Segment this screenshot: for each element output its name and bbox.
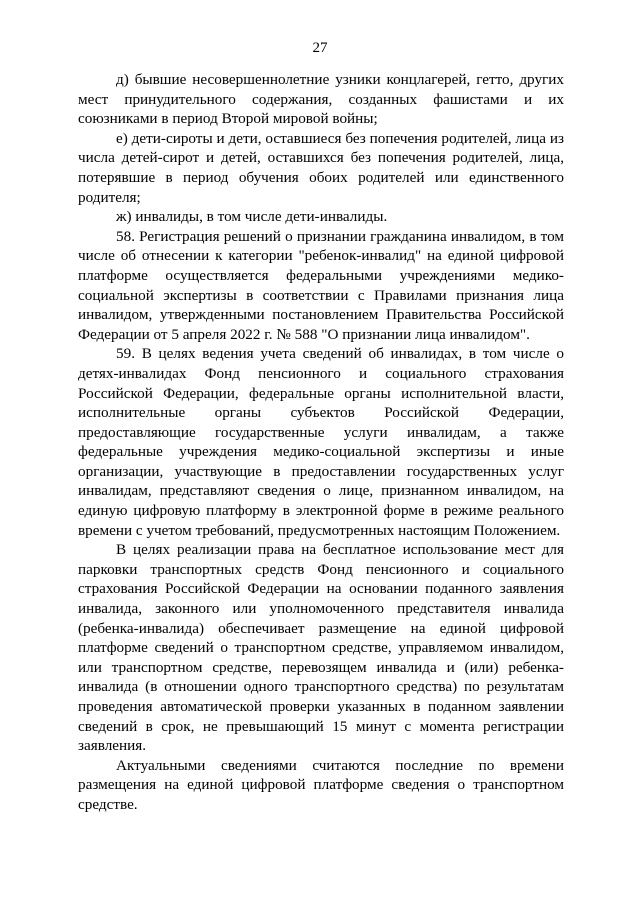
document-body <box>78 70 564 815</box>
paragraph-clause-59: 59. В целях ведения учета сведений об инвалидах, в том числе о детях-инвалидах Фонд пенсионного и социального страхования Российской Федерации, федеральные органы исполнительной власти, исполнительные органы субъектов Российской Федерации, предоставляющие государственные услуги инвалидам, а также федеральные учреждения медико-социальной экспертизы и иные организации, участвующие в предоставлении государственных услуг инвалидам, представляют сведения о лице, признанном инвалидом, на единую цифровую платформу в электронной форме в режиме реального времени с учетом требований, предусмотренных настоящим Положением. <box>78 345 564 539</box>
paragraph-item-e: е) дети-сироты и дети, оставшиеся без попечения родителей, лица из числа детей-сирот и детей, оставшихся без попечения родителей, лица, потерявшие в период обучения обоих родителей или единственного родителя; <box>78 129 564 206</box>
paragraph-parking-rights: В целях реализации права на бесплатное использование мест для парковки транспортных средств Фонд пенсионного и социального страхования Российской Федерации на основании поданного заявления инвалида, законного или уполномоченного представителя инвалида (ребенка-инвалида) обеспечивает размещение на единой цифровой платформе сведений о транспортном средстве, управляемом инвалидом, или транспортном средстве, перевозящем инвалида и (или) ребенка-инвалида (в отношении одного транспортного средства) по результатам проведения автоматической проверки указанных в поданном заявлении сведений в срок, не превышающий 15 минут с момента регистрации заявления. <box>78 541 564 755</box>
paragraph-actual-information: Актуальными сведениями считаются последние по времени размещения на единой цифровой платформе сведения о транспортном средстве. <box>78 756 564 813</box>
paragraph-item-zh: ж) инвалиды, в том числе дети-инвалиды. <box>116 208 388 226</box>
paragraph-clause-58: 58. Регистрация решений о признании гражданина инвалидом, в том числе об отнесении к категории "ребенок-инвалид" на единой цифровой платформе осуществляется федеральными учреждениями медико-социальной экспертизы в соответствии с Правилами признания лица инвалидом, утвержденными постановлением Правительства Российской Федерации от 5 апреля 2022 г. № 588 "О признании лица инвалидом". <box>78 227 564 343</box>
page-number: 27 <box>312 40 328 56</box>
paragraph-item-d: д) бывшие несовершеннолетние узники концлагерей, гетто, других мест принудительного содержания, созданных фашистами и их союзниками в период Второй мировой войны; <box>78 71 564 128</box>
